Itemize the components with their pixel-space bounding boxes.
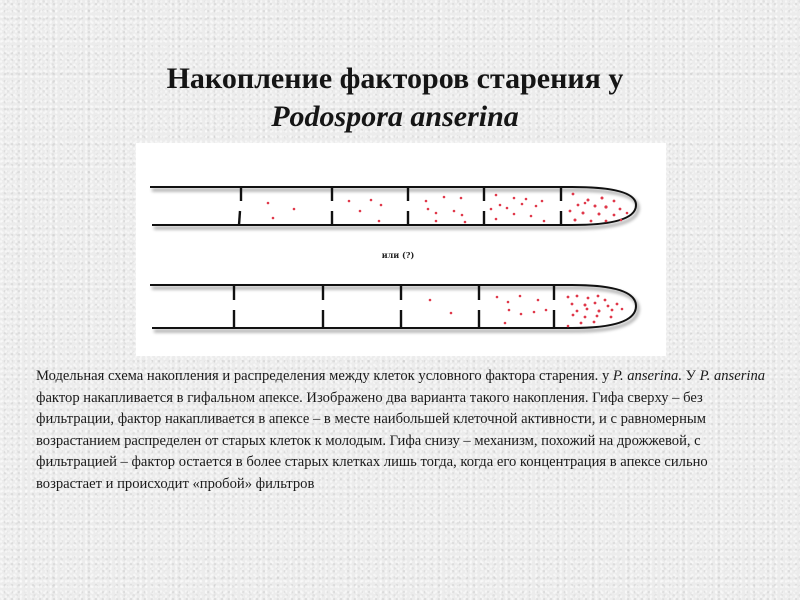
caption-text-3: фактор накапливается в гифальном апексе. Изображено два варианта такого накопления. Гифа сверху – без фильтрации, фактор накапливается в апексе – в месте наибольшей клеточной активности, и с равномерным возрастанием распределен от старых клеток к молодым. Гифа снизу – механизм, похожий на дрожжевой, с фильтрацией – фактор остается в более старых клетках лишь тогда, когда его концентрация в апексе сильно возрастает и происходит «пробой» фильтров xyxy=(36,389,708,492)
hypha-diagram xyxy=(136,143,666,356)
caption-species-2: P. anserina xyxy=(699,368,766,384)
aging-factor-dots-top xyxy=(267,193,629,224)
title-line-1: Накопление факторов старения у xyxy=(166,62,624,95)
caption-text-1: Модельная схема накопления и распределения между клеток условного фактора старения. у xyxy=(36,368,613,384)
or-label: или (?) xyxy=(381,250,415,260)
bottom-hypha xyxy=(150,285,638,331)
caption-species-1: P. anserina. xyxy=(612,368,682,384)
title-line-2-species: Podospora anserina xyxy=(271,100,519,133)
top-hypha xyxy=(150,187,638,228)
caption-text-2: У xyxy=(681,368,700,384)
figure-caption xyxy=(36,366,776,495)
aging-factor-dots-bottom xyxy=(429,295,624,328)
slide-title xyxy=(0,60,790,136)
